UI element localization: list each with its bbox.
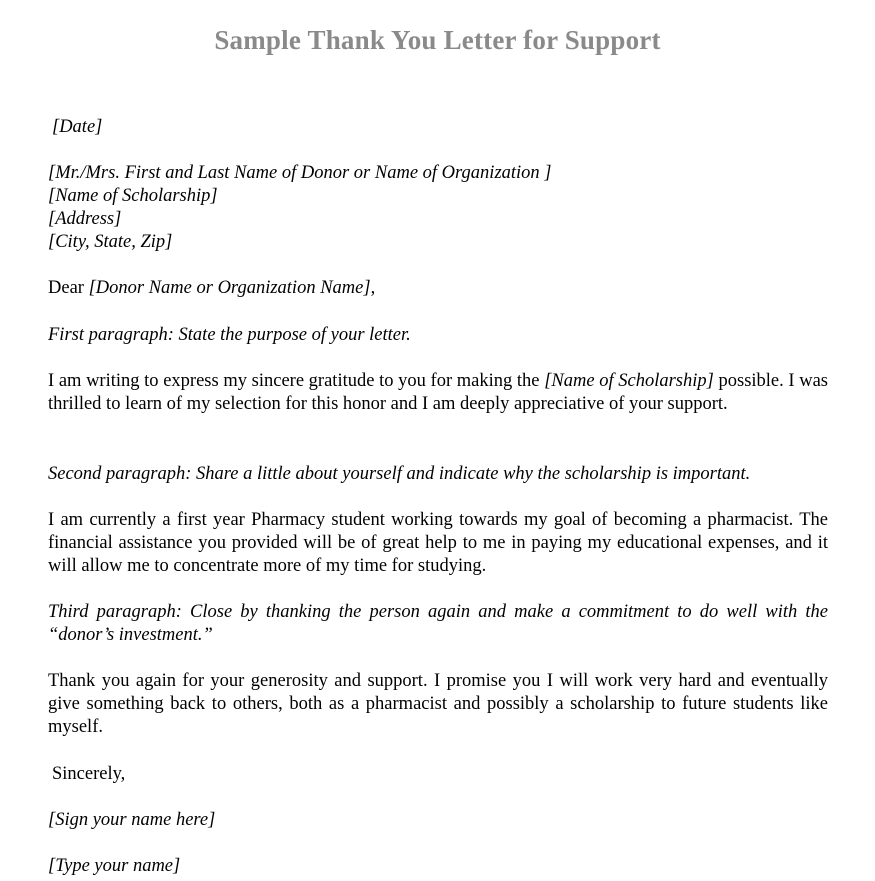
recipient-address: [Address] [48, 209, 122, 229]
salutation [48, 277, 375, 300]
body-paragraph-3: Thank you again for your generosity and support. I promise you I will work very hard and eventually give something back to others, both as a pharmacist and possibly a scholarship to future students like myself. [48, 671, 828, 737]
salutation-suffix: , [370, 278, 376, 298]
salutation-name: [Donor Name or Organization Name] [88, 278, 371, 298]
recipient-city: [City, State, Zip] [48, 232, 173, 252]
instruction-second-paragraph: Second paragraph: Share a little about yourself and indicate why the scholarship is important. [48, 464, 751, 484]
instruction-third-paragraph: Third paragraph: Close by thanking the person again and make a commitment to do well with the “donor’s investment.” [48, 602, 828, 645]
recipient-scholarship: [Name of Scholarship] [48, 186, 218, 206]
paragraph-1-text-start: I am writing to express my sincere gratitude to you for making the [48, 371, 545, 391]
instruction-first-paragraph: First paragraph: State the purpose of your letter. [48, 325, 411, 345]
date-placeholder: [Date] [52, 117, 103, 137]
signature-placeholder: [Sign your name here] [48, 810, 216, 830]
paragraph-1-text-end: possible. I was thrilled to learn of my selection for this honor and I am deeply appreciative of your support. [48, 371, 829, 414]
typed-name-placeholder: [Type your name] [48, 856, 181, 876]
paragraph-1-scholarship: [Name of Scholarship] [544, 371, 714, 391]
salutation-prefix: Dear [48, 278, 89, 298]
recipient-name: [Mr./Mrs. First and Last Name of Donor or Name of Organization ] [48, 163, 552, 183]
closing: Sincerely, [52, 764, 126, 784]
body-paragraph-2: I am currently a first year Pharmacy student working towards my goal of becoming a pharmacist. The financial assistance you provided will be of great help to me in paying my educational expenses, and it will allow me to concentrate more of my time for studying. [48, 510, 828, 576]
body-paragraph-1 [48, 370, 828, 416]
page-title: Sample Thank You Letter for Support [214, 25, 661, 55]
